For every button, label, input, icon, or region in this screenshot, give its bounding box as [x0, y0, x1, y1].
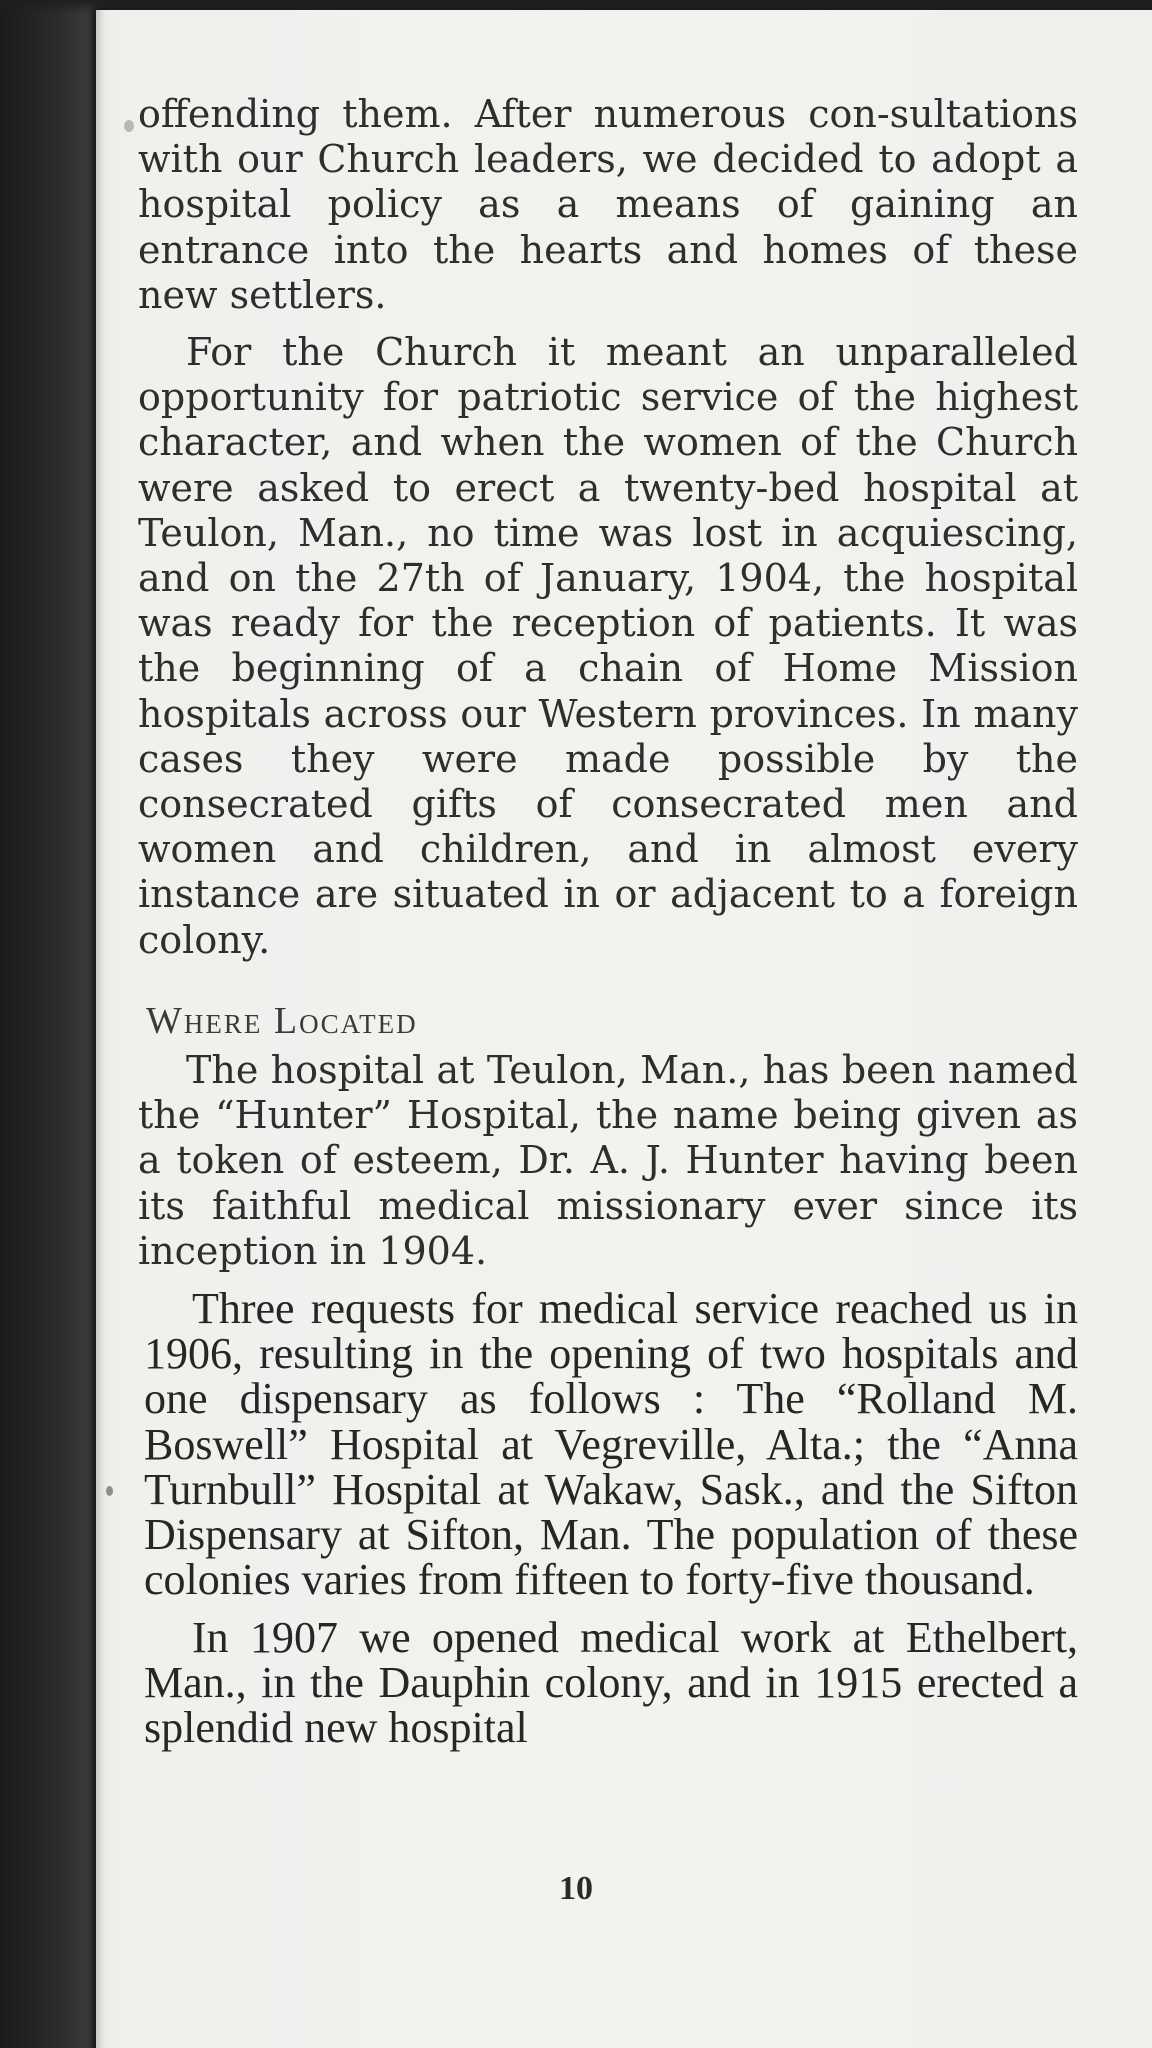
- section-heading: Where Located: [146, 999, 418, 1042]
- paragraph-ethelbert: In 1907 we opened medical work at Ethelbert, Man., in the Dauphin colony, and in 1915 erected a splendid new hospital: [144, 1612, 1078, 1752]
- paper-speck: [106, 1486, 113, 1496]
- paragraph-three-requests: Three requests for medical service reached us in 1906, resulting in the opening of two hospitals and one dispensary as follows : The “Rolland M. Boswell” Hospital at Vegreville, Alta.; the “Anna Turnbull” Hospital at Wakaw, Sask., and the Sifton Dispensary at Sifton, Man. The population of these colonies varies from fifteen to forty-five thousand.: [144, 1284, 1078, 1605]
- page-text: [138, 92, 1078, 1750]
- paper-speck: [124, 120, 134, 132]
- page-left-edge: [96, 10, 104, 2048]
- page-number: 10: [559, 1870, 593, 1907]
- paragraph-church-opportunity: For the Church it meant an unparalleled opportunity for patriotic service of the highest character, and when the women of the Church were asked to erect a twenty-bed hospital at Teulon, Man., no time was lost in acquiescing, and on the 27th of January, 1904, the hospital was ready for the reception of patients. It was the beginning of a chain of Home Mission hospitals across our Western provinces. In many cases they were made possible by the consecrated gifts of consecrated men and women and children, and in almost every instance are situated in or adjacent to a foreign colony.: [138, 330, 1078, 962]
- paragraph-hunter-hospital: The hospital at Teulon, Man., has been named the “Hunter” Hospital, the name being given as a token of esteem, Dr. A. J. Hunter having been its faithful medical missionary ever since its inception in 1904.: [138, 1048, 1078, 1273]
- paragraph-continuation: offending them. After numerous con-sultations with our Church leaders, we decided to adopt a hospital policy as a means of gaining an entrance into the hearts and homes of these new settlers.: [138, 92, 1078, 317]
